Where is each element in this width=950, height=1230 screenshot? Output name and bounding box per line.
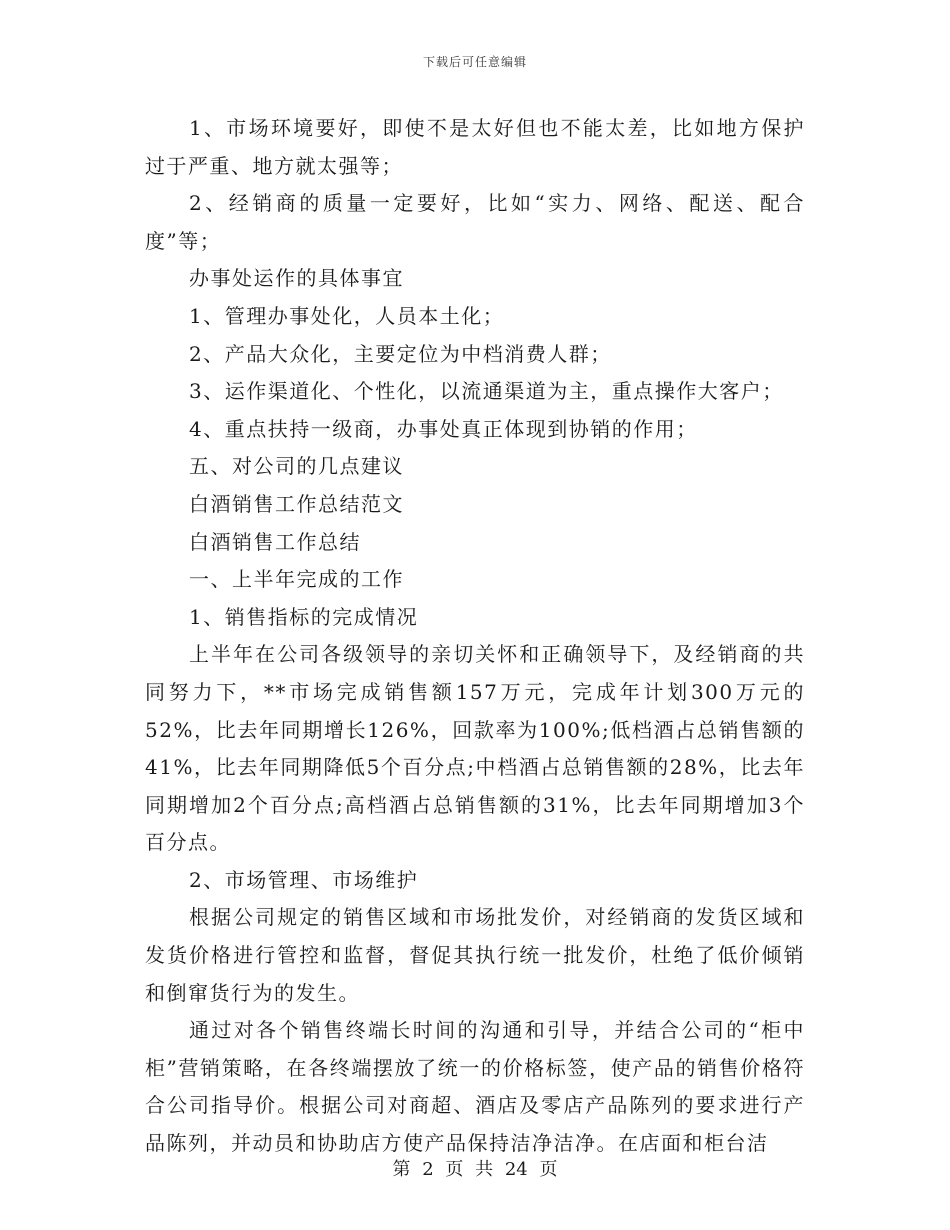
paragraph: 上半年在公司各级领导的亲切关怀和正确领导下，及经销商的共同努力下，**市场完成销售额157万元，完成年计划300万元的52%，比去年同期增长126%，回款率为100%;低档酒占总销售额的41%，比去年同期降低5个百分点;中档酒占总销售额的28%，比去年同期增加2个百分点;高档酒占总销售额的31%，比去年同期增加3个百分点。 bbox=[145, 642, 805, 855]
paragraph: 根据公司规定的销售区域和市场批发价，对经销商的发货区域和发货价格进行管控和监督，督促其执行统一批发价，杜绝了低价倾销和倒窜货行为的发生。 bbox=[145, 905, 805, 1005]
paragraph: 办事处运作的具体事宜 bbox=[189, 266, 404, 291]
paragraph: 五、对公司的几点建议 bbox=[189, 454, 404, 479]
paragraph: 通过对各个销售终端长时间的沟通和引导，并结合公司的“柜中柜”营销策略，在各终端摆放了统一的价格标签，使产品的销售价格符合公司指导价。根据公司对商超、酒店及零店产品陈列的要求进行产品陈列，并动员和协助店方使产品保持洁净洁净。在店面和柜台洁 bbox=[145, 1018, 805, 1156]
paragraph: 2、产品大众化，主要定位为中档消费人群； bbox=[189, 341, 612, 366]
paragraph: 1、管理办事处化，人员本土化； bbox=[189, 303, 505, 328]
page-header: 下载后可任意编辑 bbox=[422, 55, 527, 69]
page-number-footer: 第 2 页 共 24 页 bbox=[392, 1159, 558, 1180]
paragraph: 白酒销售工作总结 bbox=[189, 529, 361, 554]
paragraph: 4、重点扶持一级商，办事处真正体现到协销的作用； bbox=[189, 416, 698, 441]
paragraph: 一、上半年完成的工作 bbox=[189, 567, 404, 592]
paragraph: 2、经销商的质量一定要好，比如“实力、网络、配送、配合度”等； bbox=[145, 191, 805, 253]
paragraph: 1、市场环境要好，即使不是太好但也不能太差，比如地方保护过于严重、地方就太强等； bbox=[145, 116, 805, 178]
document-body bbox=[145, 110, 805, 1163]
paragraph: 2、市场管理、市场维护 bbox=[189, 867, 419, 892]
paragraph: 3、运作渠道化、个性化，以流通渠道为主，重点操作大客户； bbox=[189, 379, 784, 404]
paragraph: 1、销售指标的完成情况 bbox=[189, 604, 419, 629]
paragraph: 白酒销售工作总结范文 bbox=[189, 491, 404, 516]
